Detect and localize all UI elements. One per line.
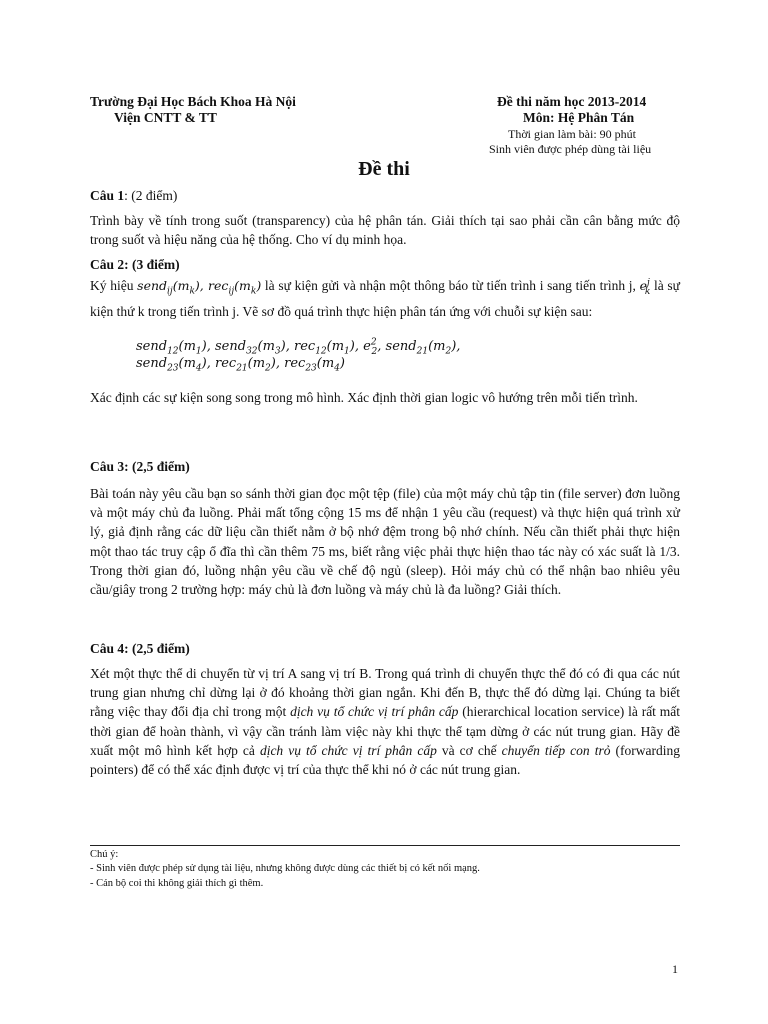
- materials-allowed: Sinh viên được phép dùng tài liệu: [489, 142, 652, 156]
- q2-text: [90, 274, 680, 321]
- q1-text: Trình bày về tính trong suốt (transparency) của hệ phân tán. Giải thích tại sao phải cần cân bằng mức độ trong suốt và hiệu năng của hệ thống. Cho ví dụ minh họa.: [90, 213, 680, 248]
- event-sequence-line2: $send_{23}(m_4)$, $rec_{21}(m_2)$, $rec_{23}(m_4)$: [136, 356, 345, 374]
- notes-label: Chú ý:: [90, 849, 119, 860]
- page-title: Đề thi: [358, 158, 410, 180]
- q4-heading: Câu 4: (2,5 điểm): [90, 641, 190, 656]
- q2-heading: [90, 256, 180, 274]
- q2-text-part1: Ký hiệu: [90, 278, 134, 294]
- q4-text-part2: (hierarchical location service) là rất mất thời gian để hoàn thành, vì vậy cần tránh làm việc này khi thực thể tạm dừng ở các nút trung gian. Hãy đề xuất một mô hình kết hợp cả: [90, 704, 681, 758]
- event-sequence-line1: $send_{12}(m_1)$, $send_{32}(m_3)$, $rec_{12}(m_1)$, $e^2_2$, $send_{21}(m_2)$,: [136, 338, 461, 357]
- event-notation: $e^j_k$: [639, 278, 651, 297]
- university-name: Trường Đại Học Bách Khoa Hà Nội: [90, 94, 296, 109]
- q4-text-part4: (forwarding pointers) để có thể xác định được vị trí của thực thể khi nó ở các nút trung gian.: [90, 742, 681, 778]
- q2-task: Xác định các sự kiện song song trong mô hình. Xác định thời gian logic vô hướng trên mỗi tiến trình.: [90, 390, 638, 405]
- q3-text: Bài toán này yêu cầu bạn so sánh thời gian đọc một tệp (file) của một máy chủ tập tin (file server) đơn luồng và một máy chủ đa luồng. Phải mất tổng cộng 15 ms để nhận 1 yêu cầu (request) và thực hiện quá trình xử lý, giả định rằng các dữ liệu cần thiết nằm ở bộ nhớ đệm trong bộ nhớ chính. Nếu cần thiết phải thực hiện một thao tác truy cập ổ đĩa thì cần thêm 75 ms, biết rằng việc phải thực hiện thao tác này có xác suất là 1/3. Trong thời gian đó, luồng nhận yêu cầu về chế độ ngủ (sleep). Hỏi máy chủ có thể nhận bao nhiêu yêu cầu/giây trong 2 trường hợp: máy chủ là đơn luồng và máy chủ là đa luồng? Giải thích.: [90, 486, 680, 598]
- q4-text-part1: Xét một thực thể di chuyển từ vị trí A sang vị trí B. Trong quá trình di chuyển thực thể đó có đi qua các nút trung gian nhưng chỉ dừng lại ở đó khoảng thời gian ngắn. Khi đến B, thực thể đó dừng lại. Chúng ta biết rằng việc thay đổi địa chỉ trong một: [90, 666, 680, 720]
- q1-label: Câu 1: [90, 188, 125, 203]
- exam-year: Đề thi năm học 2013-2014: [497, 94, 647, 109]
- q2-label: Câu 2: [90, 257, 125, 272]
- note-1: - Sinh viên được phép sử dụng tài liệu, nhưng không được dùng các thiết bị có kết nối mạng.: [90, 863, 480, 874]
- q2-points: : (3 điểm): [124, 257, 180, 272]
- footnote-divider: [90, 845, 680, 846]
- page-number: 1: [672, 962, 678, 976]
- send-rec-notation: $send_{ij}(m_k)$, $rec_{ij}(m_k)$: [137, 278, 262, 297]
- q4-emphasis-2: dịch vụ tổ chức vị trí phân cấp: [259, 742, 437, 758]
- q1-heading: [90, 187, 177, 205]
- exam-duration: Thời gian làm bài: 90 phút: [508, 127, 636, 141]
- institute-name: Viện CNTT & TT: [114, 110, 217, 125]
- q4-emphasis-1: dịch vụ tổ chức vị trí phân cấp: [290, 704, 459, 720]
- q4-text: [90, 664, 680, 779]
- q3-heading: Câu 3: (2,5 điểm): [90, 459, 190, 474]
- q4-text-part3: và cơ chế: [441, 742, 497, 758]
- subject: Môn: Hệ Phân Tán: [523, 110, 635, 125]
- q1-points: : (2 điểm): [124, 188, 178, 203]
- q4-emphasis-3: chuyển tiếp con trỏ: [501, 742, 611, 758]
- q2-text-part3: là sự kiện thứ k trong tiến trình j. Vẽ sơ đồ quá trình thực hiện phân tán ứng với chuỗi sự kiện sau:: [90, 278, 680, 319]
- note-2: - Cán bộ coi thi không giải thích gì thêm.: [90, 878, 264, 889]
- q2-text-part2: là sự kiện gửi và nhận một thông báo từ tiến trình i sang tiến trình j,: [264, 278, 636, 294]
